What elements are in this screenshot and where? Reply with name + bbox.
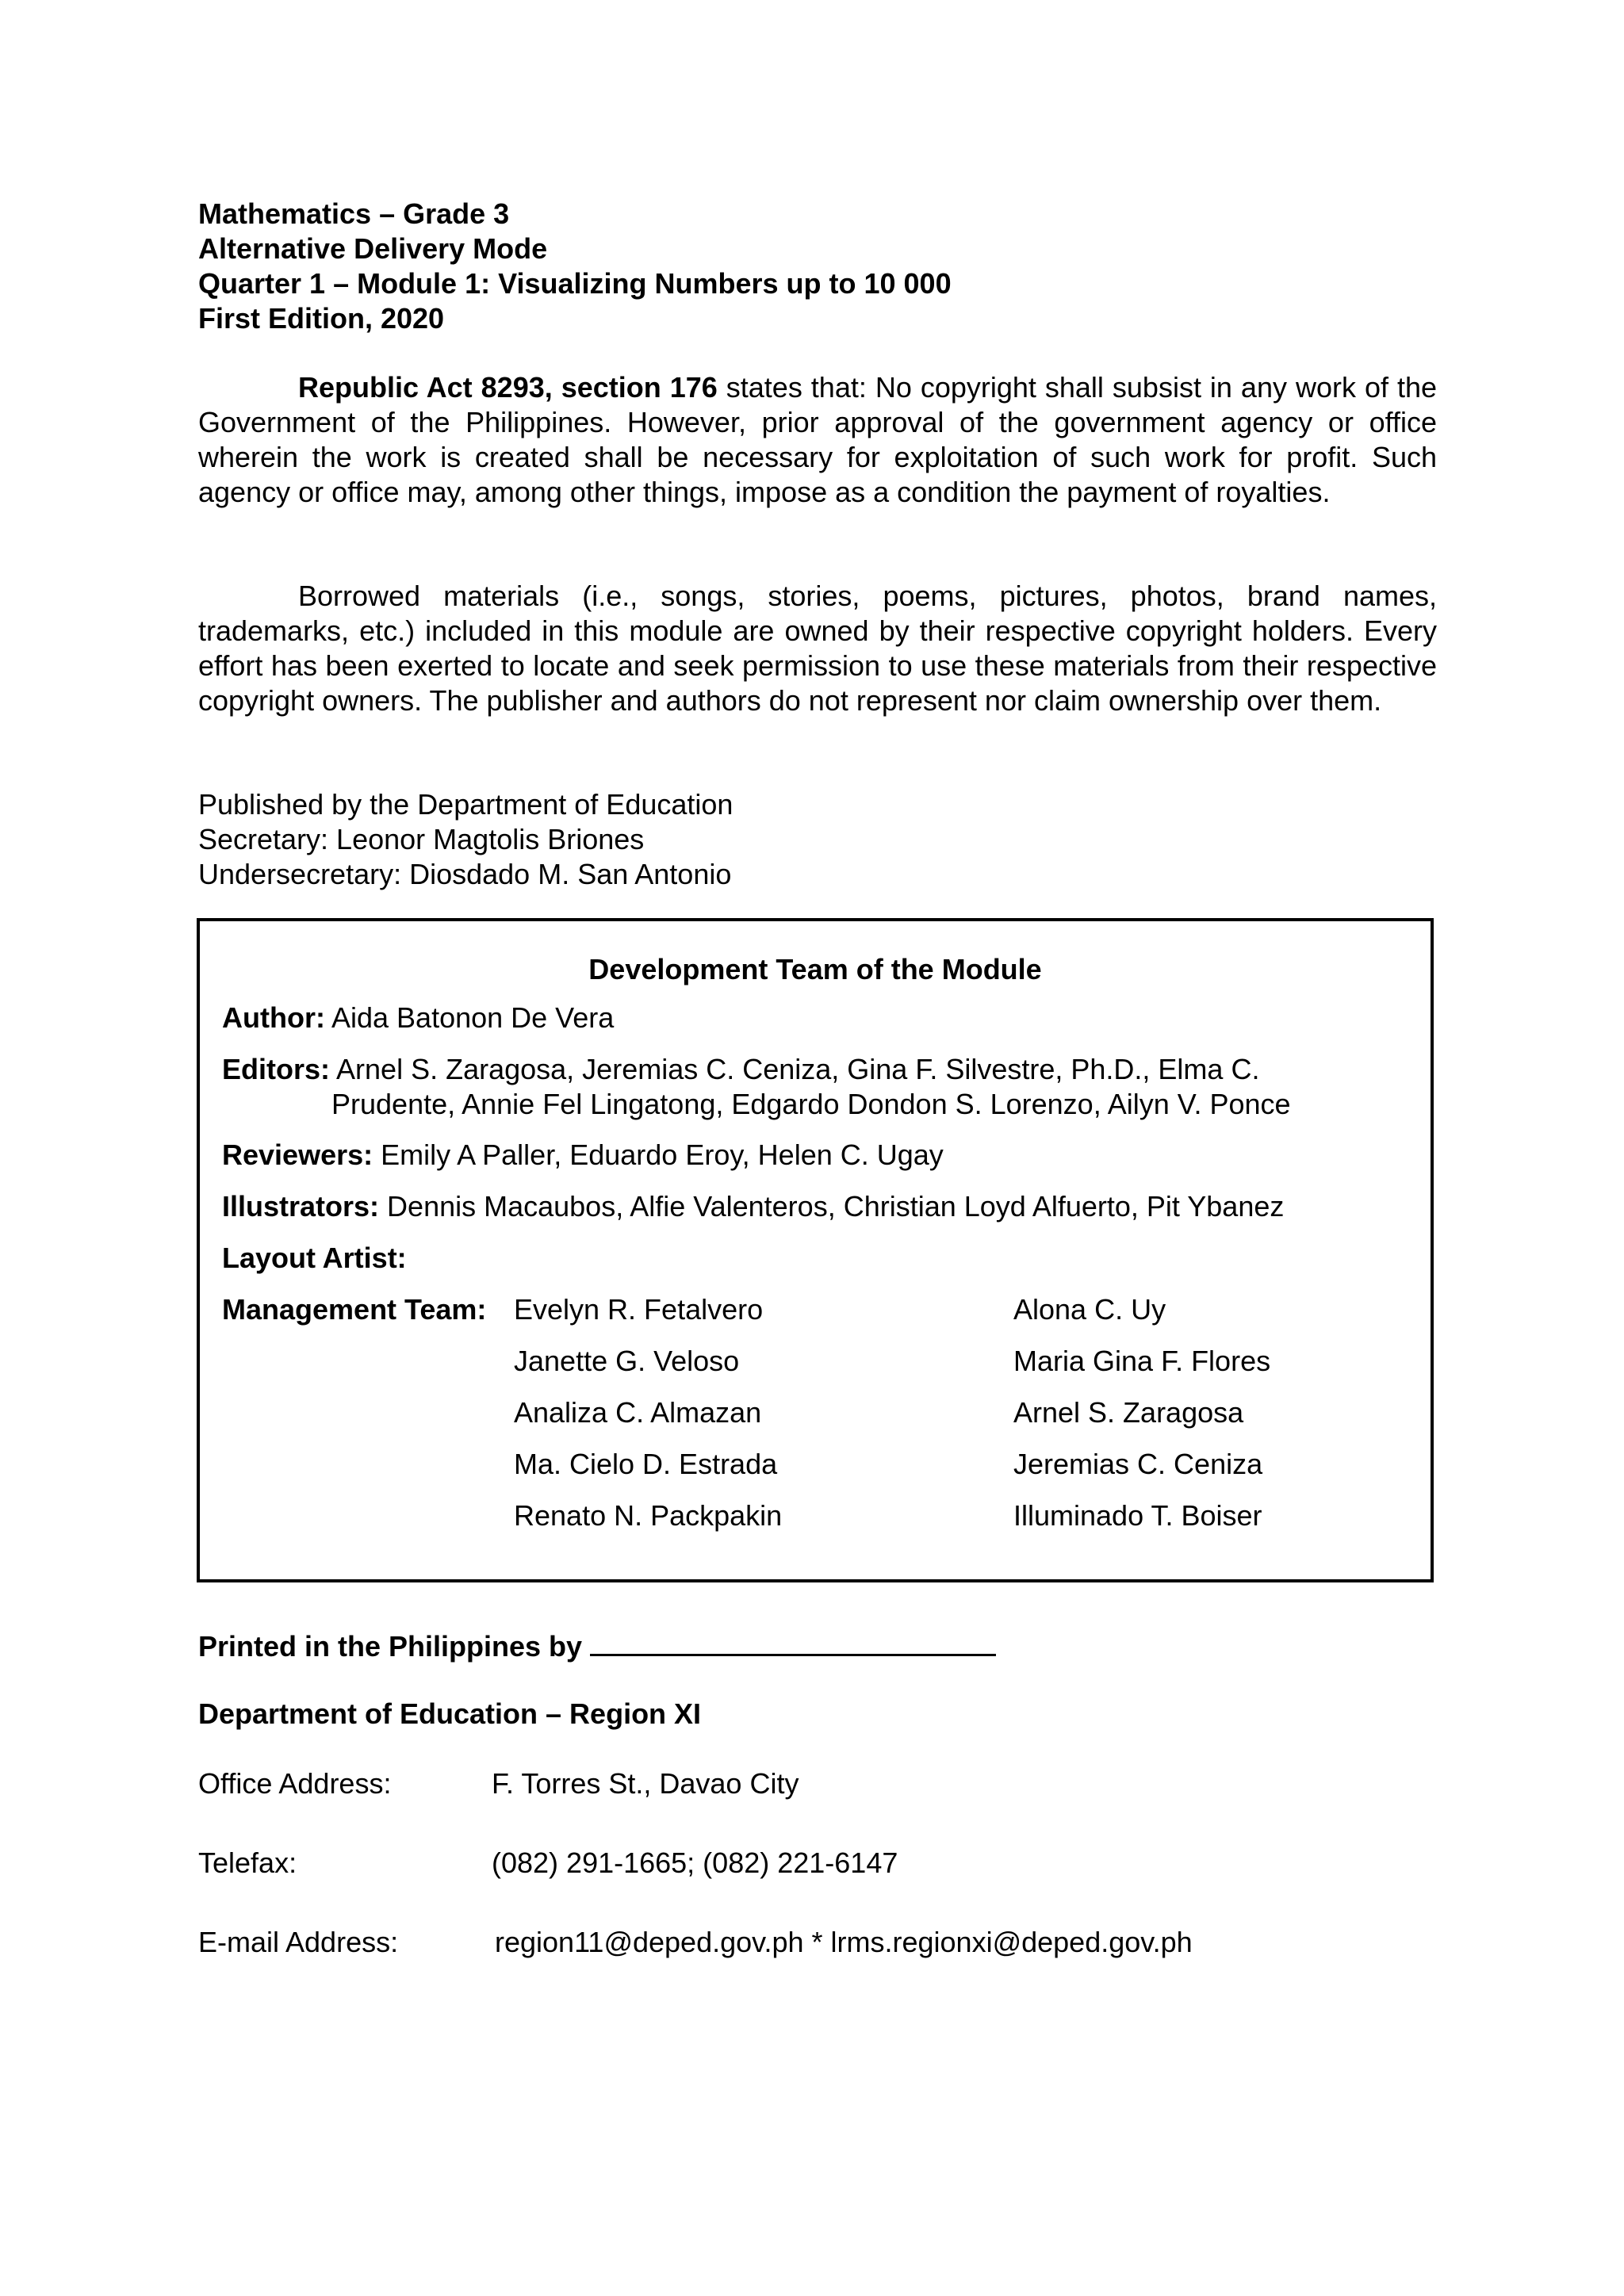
author-label: Author: xyxy=(222,1001,325,1034)
reviewers-names: Emily A Paller, Eduardo Eroy, Helen C. Ugay xyxy=(373,1138,944,1171)
team-title: Development Team of the Module xyxy=(588,953,1042,985)
published-by: Published by the Department of Education xyxy=(198,788,733,821)
management-member: Ma. Cielo D. Estrada xyxy=(514,1448,778,1480)
copyright-paragraph xyxy=(198,370,1437,510)
printer-blank-line xyxy=(590,1627,996,1656)
development-team-box xyxy=(197,918,1434,1582)
management-member: Arnel S. Zaragosa xyxy=(1013,1396,1244,1429)
module-header xyxy=(198,197,952,336)
editors-continuation: Prudente, Annie Fel Lingatong, Edgardo Dondon S. Lorenzo, Ailyn V. Ponce xyxy=(331,1088,1291,1120)
office-address-value: F. Torres St., Davao City xyxy=(492,1767,799,1800)
reviewers-label: Reviewers: xyxy=(222,1138,373,1171)
management-member: Analiza C. Almazan xyxy=(514,1396,762,1429)
delivery-mode: Alternative Delivery Mode xyxy=(198,232,548,265)
management-member: Evelyn R. Fetalvero xyxy=(514,1293,764,1326)
layout-artist-label: Layout Artist: xyxy=(222,1242,407,1274)
module-title: Quarter 1 – Module 1: Visualizing Numbers up to 10 000 xyxy=(198,267,952,300)
illustrators-label: Illustrators: xyxy=(222,1190,380,1223)
secretary: Secretary: Leonor Magtolis Briones xyxy=(198,823,645,855)
editors-row xyxy=(222,1052,1259,1087)
management-member: Janette G. Veloso xyxy=(514,1345,740,1377)
borrowed-text: Borrowed materials (i.e., songs, stories, poems, pictures, photos, brand names, trademarks, etc.) included in this module are owned by their respective copyright holders. Every effort has been exerted to locate and seek permission to use these materials from their respective copyright owners. The publisher and authors do not represent nor claim ownership over them. xyxy=(198,580,1437,717)
author-row xyxy=(222,1001,614,1035)
author-name: Aida Batonon De Vera xyxy=(324,1001,615,1034)
editors-label: Editors: xyxy=(222,1053,331,1085)
region-heading: Department of Education – Region XI xyxy=(198,1697,702,1730)
subject-title: Mathematics – Grade 3 xyxy=(198,197,510,230)
borrowed-materials-paragraph xyxy=(198,579,1437,718)
illustrators-names: Dennis Macaubos, Alfie Valenteros, Christian Loyd Alfuerto, Pit Ybanez xyxy=(379,1190,1285,1223)
management-label: Management Team: xyxy=(222,1293,487,1326)
editors-names: Arnel S. Zaragosa, Jeremias C. Ceniza, Gina F. Silvestre, Ph.D., Elma C. xyxy=(330,1053,1260,1085)
undersecretary: Undersecretary: Diosdado M. San Antonio xyxy=(198,858,732,890)
telefax-value: (082) 291-1665; (082) 221-6147 xyxy=(492,1846,898,1879)
management-member: Alona C. Uy xyxy=(1013,1293,1166,1326)
management-member: Renato N. Packpakin xyxy=(514,1499,783,1532)
layout-artist-row xyxy=(222,1241,407,1276)
publisher-info xyxy=(198,787,733,892)
office-address-label: Office Address: xyxy=(198,1767,392,1800)
management-member: Illuminado T. Boiser xyxy=(1013,1499,1262,1532)
management-member: Maria Gina F. Flores xyxy=(1013,1345,1271,1377)
reviewers-row xyxy=(222,1138,944,1173)
edition: First Edition, 2020 xyxy=(198,302,445,335)
law-text: states that: No copyright shall subsist in any work of the Government of the Philippines. However, prior approval of the government agency or office wherein the work is created shall be necessary for exploitation of such work for profit. Such agency or office may, among other things, impose as a condition the payment of royalties. xyxy=(198,371,1437,508)
management-label-row xyxy=(222,1292,486,1327)
email-value: region11@deped.gov.ph * lrms.regionxi@deped.gov.ph xyxy=(495,1926,1193,1958)
illustrators-row xyxy=(222,1189,1284,1224)
printed-by-line xyxy=(198,1627,996,1664)
telefax-label: Telefax: xyxy=(198,1846,297,1879)
law-reference: Republic Act 8293, section 176 xyxy=(298,371,718,404)
management-member: Jeremias C. Ceniza xyxy=(1013,1448,1263,1480)
email-label: E-mail Address: xyxy=(198,1926,399,1958)
printed-by-label: Printed in the Philippines by xyxy=(198,1630,583,1663)
